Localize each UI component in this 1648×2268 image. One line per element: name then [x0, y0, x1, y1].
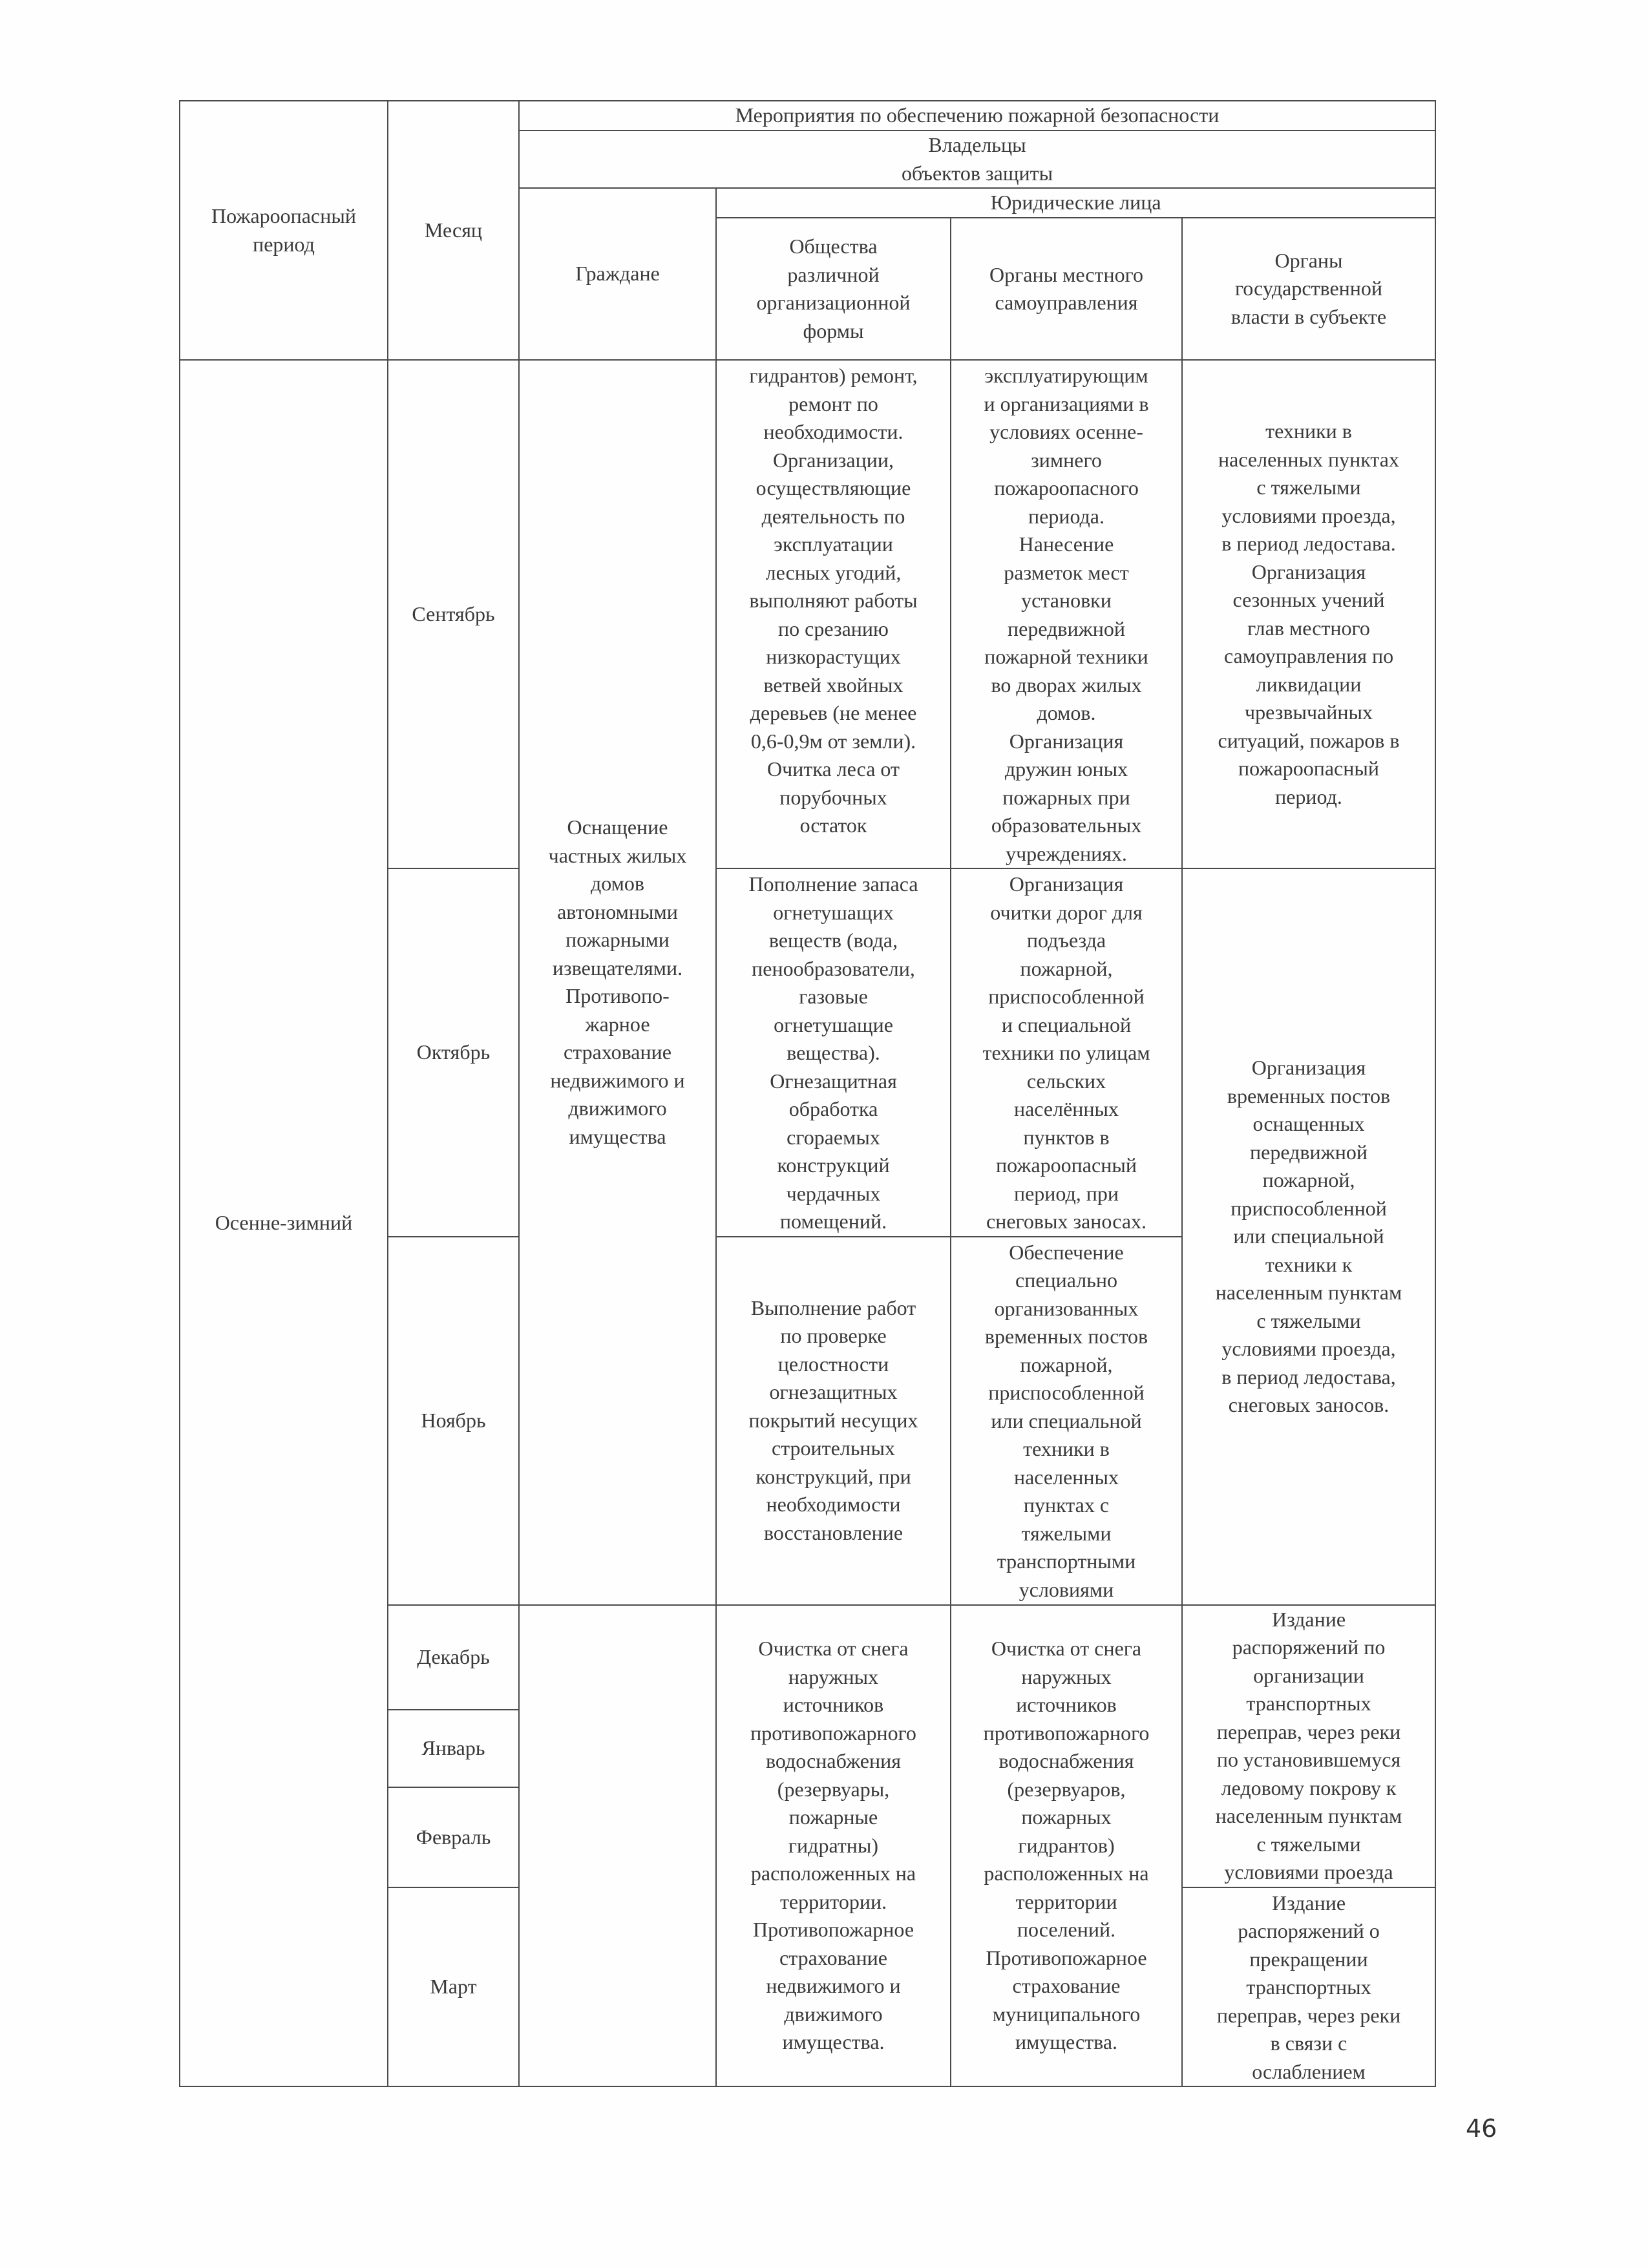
header-owners: Владельцы объектов защиты: [519, 131, 1435, 188]
september-societies-measures: гидрантов) ремонт, ремонт по необходимости. Организации, осуществляющие деятельность по эксплуатации лесных угодий, выполняют работы по срезанию низкорастущих ветвей хвойных деревьев (не менее 0,6-0,9м от земли). Очитка леса от порубочных остаток: [716, 360, 951, 868]
september-local-measures: эксплуатирующим и организациями в условиях осенне- зимнего пожароопасного периода. Нанесение разметок мест установки передвижной пожарной техники во дворах жилых домов. Организация дружин юных пожарных при образовательных учреждениях.: [951, 360, 1182, 868]
header-legal-entities: Юридические лица: [716, 188, 1435, 218]
month-january: Январь: [388, 1710, 519, 1787]
fire-safety-measures-table: [179, 100, 1436, 2087]
header-period: Пожароопасный период: [180, 101, 388, 360]
month-september: Сентябрь: [388, 360, 519, 868]
header-month: Месяц: [388, 101, 519, 360]
month-march: Март: [388, 1887, 519, 2087]
header-measures: Мероприятия по обеспечению пожарной безопасности: [519, 101, 1435, 131]
november-societies-measures: Выполнение работ по проверке целостности огнезащитных покрытий несущих строительных конструкций, при необходимости восстановление: [716, 1237, 951, 1605]
period-autumn-winter: Осенне-зимний: [180, 360, 388, 2086]
november-local-measures: Обеспечение специально организованных временных постов пожарной, приспособленной или специальной техники в населенных пунктах с тяжелыми транспортными условиями: [951, 1237, 1182, 1605]
header-societies: Общества различной организационной формы: [716, 218, 951, 360]
september-state-measures: техники в населенных пунктах с тяжелыми условиями проезда, в период ледостава. Организация сезонных учений глав местного самоуправления по ликвидации чрезвычайных ситуаций, пожаров в пожароопасный период.: [1182, 360, 1435, 868]
october-local-measures: Организация очитки дорог для подъезда пожарной, приспособленной и специальной техники по улицам сельских населённых пунктов в пожароопасный период, при снеговых заносах.: [951, 868, 1182, 1237]
month-november: Ноябрь: [388, 1237, 519, 1605]
header-state-government: Органы государственной власти в субъекте: [1182, 218, 1435, 360]
winter-societies-measures: Очистка от снега наружных источников противопожарного водоснабжения (резервуары, пожарные гидратны) расположенных на территории. Противопожарное страхование недвижимого и движимого имущества.: [716, 1605, 951, 2087]
month-october: Октябрь: [388, 868, 519, 1237]
winter-local-measures: Очистка от снега наружных источников противопожарного водоснабжения (резервуаров, пожарных гидрантов) расположенных на территории поселений. Противопожарное страхование муниципального имущества.: [951, 1605, 1182, 2087]
month-december: Декабрь: [388, 1605, 519, 1710]
header-citizens: Граждане: [519, 188, 716, 360]
header-local-government: Органы местного самоуправления: [951, 218, 1182, 360]
march-state-measures: Издание распоряжений о прекращении транспортных переправ, через реки в связи с ослаблением: [1182, 1887, 1435, 2087]
citizens-autumn-measures: Оснащение частных жилых домов автономными пожарными извещателями. Противопо- жарное страхование недвижимого и движимого имущества: [519, 360, 716, 1605]
citizens-winter-empty: [519, 1605, 716, 2087]
october-societies-measures: Пополнение запаса огнетушащих веществ (вода, пенообразователи, газовые огнетушащие вещества). Огнезащитная обработка сгораемых конструкций чердачных помещений.: [716, 868, 951, 1237]
month-february: Февраль: [388, 1787, 519, 1887]
october-november-state-measures: Организация временных постов оснащенных передвижной пожарной, приспособленной или специальной техники к населенным пунктам с тяжелыми условиями проезда, в период ледостава, снеговых заносов.: [1182, 868, 1435, 1605]
page-number: 46: [1466, 2114, 1497, 2143]
december-february-state-measures: Издание распоряжений по организации транспортных переправ, через реки по установившемуся ледовому покрову к населенным пунктам с тяжелыми условиями проезда: [1182, 1605, 1435, 1887]
